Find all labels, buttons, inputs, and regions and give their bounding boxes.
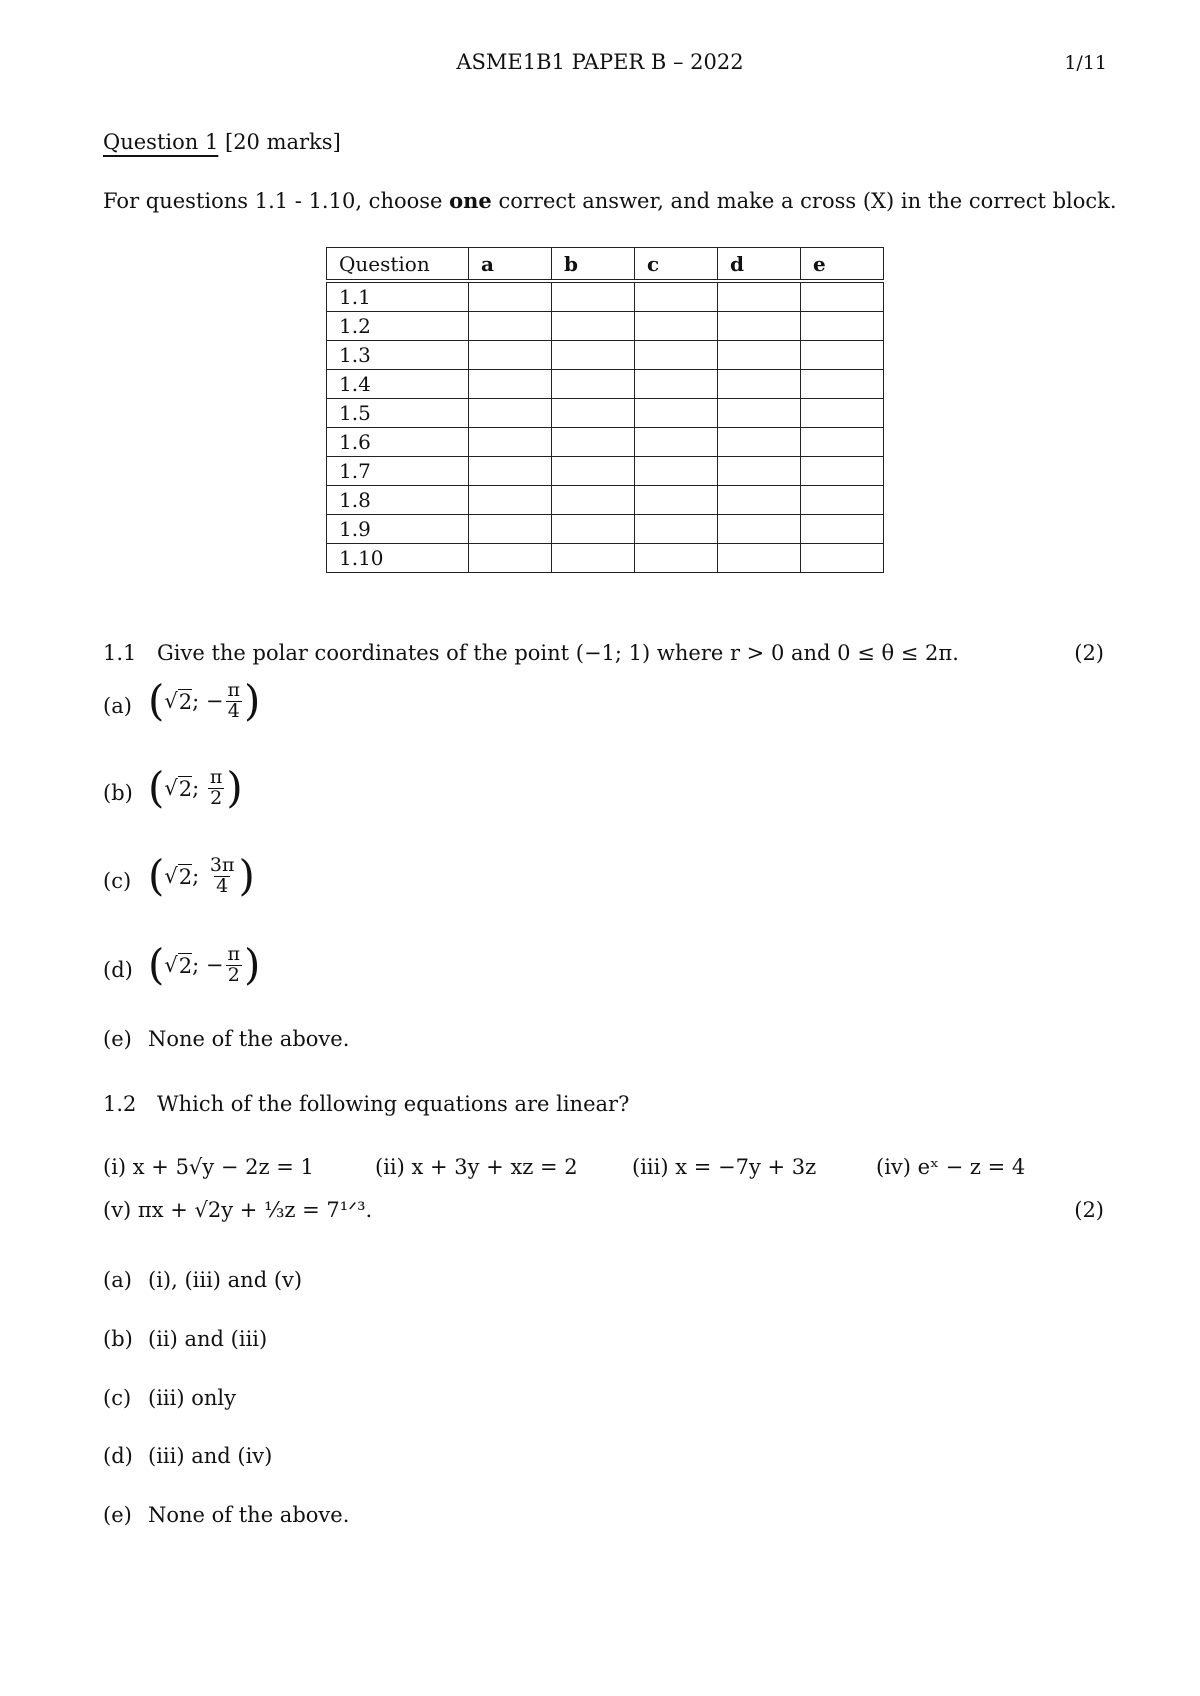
answer-cell-b[interactable] bbox=[552, 341, 635, 370]
grid-row bbox=[327, 341, 884, 370]
q1-2-option-text: (ii) and (iii) bbox=[148, 1327, 268, 1351]
answer-cell-a[interactable] bbox=[469, 486, 552, 515]
instructions-emphasis: one bbox=[449, 188, 492, 213]
answer-cell-c[interactable] bbox=[635, 399, 718, 428]
answer-cell-d[interactable] bbox=[718, 544, 801, 573]
answer-cell-e[interactable] bbox=[801, 370, 884, 399]
fraction-denominator: 4 bbox=[227, 699, 240, 722]
fraction bbox=[208, 853, 237, 897]
grid-row bbox=[327, 515, 884, 544]
q1-1-option-label: (b) bbox=[103, 781, 133, 805]
grid-row-label: 1.5 bbox=[327, 399, 469, 428]
answer-cell-a[interactable] bbox=[469, 457, 552, 486]
q1-1-marks: (2) bbox=[1074, 641, 1104, 665]
grid-header-d: d bbox=[718, 248, 801, 282]
answer-cell-c[interactable] bbox=[635, 486, 718, 515]
q1-1-option-label: (c) bbox=[103, 869, 132, 893]
radicand: 2 bbox=[178, 776, 193, 801]
answer-cell-d[interactable] bbox=[718, 486, 801, 515]
answer-cell-d[interactable] bbox=[718, 312, 801, 341]
answer-cell-a[interactable] bbox=[469, 515, 552, 544]
fraction-numerator: π bbox=[227, 678, 241, 701]
answer-grid-body bbox=[327, 281, 884, 573]
radicand: 2 bbox=[178, 864, 193, 889]
grid-row bbox=[327, 544, 884, 573]
answer-cell-a[interactable] bbox=[469, 544, 552, 573]
sqrt-symbol: √ bbox=[164, 689, 178, 713]
q1-2-option-label: (d) bbox=[103, 1444, 133, 1468]
q1-2-option-text: (i), (iii) and (v) bbox=[148, 1268, 303, 1292]
answer-cell-b[interactable] bbox=[552, 312, 635, 341]
answer-cell-c[interactable] bbox=[635, 515, 718, 544]
answer-cell-c[interactable] bbox=[635, 370, 718, 399]
q1-2-option-text: (iii) and (iv) bbox=[148, 1444, 273, 1468]
answer-grid bbox=[326, 247, 884, 573]
right-paren: ) bbox=[226, 763, 243, 812]
q1-1-number: 1.1 bbox=[103, 641, 137, 665]
grid-header-e: e bbox=[801, 248, 884, 282]
instructions bbox=[103, 188, 1117, 213]
sqrt-symbol: √ bbox=[164, 776, 178, 800]
grid-row-label: 1.6 bbox=[327, 428, 469, 457]
grid-row bbox=[327, 399, 884, 428]
answer-cell-c[interactable] bbox=[635, 428, 718, 457]
answer-cell-b[interactable] bbox=[552, 486, 635, 515]
answer-cell-b[interactable] bbox=[552, 515, 635, 544]
q1-2-option-label: (b) bbox=[103, 1327, 133, 1351]
grid-row-label: 1.3 bbox=[327, 341, 469, 370]
grid-header-question: Question bbox=[327, 248, 469, 282]
q1-1-option-math bbox=[148, 763, 243, 812]
answer-cell-a[interactable] bbox=[469, 281, 552, 312]
answer-cell-b[interactable] bbox=[552, 370, 635, 399]
left-paren: ( bbox=[148, 851, 165, 900]
q1-2-option-text: None of the above. bbox=[148, 1503, 350, 1527]
grid-row bbox=[327, 370, 884, 399]
answer-cell-a[interactable] bbox=[469, 428, 552, 457]
right-paren: ) bbox=[238, 851, 255, 900]
sqrt-symbol: √ bbox=[164, 864, 178, 888]
answer-cell-a[interactable] bbox=[469, 341, 552, 370]
answer-cell-e[interactable] bbox=[801, 399, 884, 428]
answer-cell-a[interactable] bbox=[469, 312, 552, 341]
answer-cell-d[interactable] bbox=[718, 399, 801, 428]
grid-row bbox=[327, 281, 884, 312]
answer-cell-c[interactable] bbox=[635, 281, 718, 312]
answer-cell-e[interactable] bbox=[801, 515, 884, 544]
separator: ; bbox=[192, 953, 206, 977]
grid-row-label: 1.9 bbox=[327, 515, 469, 544]
answer-cell-e[interactable] bbox=[801, 428, 884, 457]
q1-1-option-math bbox=[148, 676, 261, 725]
radicand: 2 bbox=[178, 689, 193, 714]
fraction-numerator: π bbox=[227, 942, 241, 965]
sign: − bbox=[205, 689, 224, 713]
answer-cell-c[interactable] bbox=[635, 544, 718, 573]
q1-1-option-label: (a) bbox=[103, 694, 132, 718]
grid-row bbox=[327, 312, 884, 341]
left-paren: ( bbox=[148, 940, 165, 989]
equation-ii: (ii) x + 3y + xz = 2 bbox=[375, 1155, 578, 1179]
q1-2-option-label: (a) bbox=[103, 1268, 132, 1292]
equation-i: (i) x + 5√y − 2z = 1 bbox=[103, 1155, 314, 1179]
grid-header-c: c bbox=[635, 248, 718, 282]
fraction bbox=[226, 678, 243, 722]
fraction-numerator: 3π bbox=[209, 853, 235, 876]
answer-cell-b[interactable] bbox=[552, 544, 635, 573]
grid-row bbox=[327, 428, 884, 457]
q1-1-option-e-text: None of the above. bbox=[148, 1027, 350, 1051]
q1-2-number: 1.2 bbox=[103, 1092, 137, 1116]
q1-2-text: Which of the following equations are linear? bbox=[157, 1092, 630, 1116]
q1-2-option-label: (c) bbox=[103, 1386, 132, 1410]
answer-cell-e[interactable] bbox=[801, 457, 884, 486]
grid-row-label: 1.8 bbox=[327, 486, 469, 515]
answer-cell-d[interactable] bbox=[718, 341, 801, 370]
q1-2-option-text: (iii) only bbox=[148, 1386, 236, 1410]
page-number: 1/11 bbox=[1064, 52, 1107, 74]
question-marks: [20 marks] bbox=[225, 130, 341, 154]
grid-row-label: 1.2 bbox=[327, 312, 469, 341]
answer-cell-c[interactable] bbox=[635, 341, 718, 370]
answer-cell-b[interactable] bbox=[552, 457, 635, 486]
q1-1-option-math bbox=[148, 940, 261, 989]
sign: − bbox=[205, 953, 224, 977]
answer-cell-e[interactable] bbox=[801, 486, 884, 515]
instructions-before: For questions 1.1 - 1.10, choose bbox=[103, 189, 450, 213]
answer-cell-e[interactable] bbox=[801, 341, 884, 370]
radicand: 2 bbox=[178, 953, 193, 978]
answer-cell-a[interactable] bbox=[469, 399, 552, 428]
q1-1-option-label: (d) bbox=[103, 958, 133, 982]
q1-1-option-math bbox=[148, 851, 255, 900]
instructions-after: correct answer, and make a cross (X) in the correct block. bbox=[491, 189, 1117, 213]
grid-header-a: a bbox=[469, 248, 552, 282]
grid-row-label: 1.1 bbox=[327, 281, 469, 312]
question-heading bbox=[103, 130, 341, 154]
sqrt-symbol: √ bbox=[164, 953, 178, 977]
answer-cell-d[interactable] bbox=[718, 457, 801, 486]
q1-1-text: Give the polar coordinates of the point (−1; 1) where r > 0 and 0 ≤ θ ≤ 2π. bbox=[157, 641, 959, 665]
answer-cell-d[interactable] bbox=[718, 428, 801, 457]
answer-cell-a[interactable] bbox=[469, 370, 552, 399]
fraction-denominator: 4 bbox=[216, 874, 229, 897]
q1-2-option-label: (e) bbox=[103, 1503, 132, 1527]
fraction-denominator: 2 bbox=[227, 963, 240, 986]
grid-row bbox=[327, 486, 884, 515]
q1-1-option-e-label: (e) bbox=[103, 1027, 132, 1051]
equation-v: (v) πx + √2y + ⅓z = 7¹ᐟ³. bbox=[103, 1198, 373, 1222]
separator: ; bbox=[192, 776, 206, 800]
left-paren: ( bbox=[148, 763, 165, 812]
equation-iii: (iii) x = −7y + 3z bbox=[632, 1155, 817, 1179]
question-label: Question 1 bbox=[103, 130, 219, 154]
separator: ; bbox=[192, 864, 206, 888]
right-paren: ) bbox=[244, 940, 261, 989]
answer-cell-d[interactable] bbox=[718, 281, 801, 312]
grid-row bbox=[327, 457, 884, 486]
answer-cell-d[interactable] bbox=[718, 515, 801, 544]
fraction-denominator: 2 bbox=[210, 786, 223, 809]
answer-cell-c[interactable] bbox=[635, 312, 718, 341]
grid-row-label: 1.4 bbox=[327, 370, 469, 399]
fraction bbox=[208, 765, 225, 809]
left-paren: ( bbox=[148, 676, 165, 725]
answer-cell-d[interactable] bbox=[718, 370, 801, 399]
grid-row-label: 1.10 bbox=[327, 544, 469, 573]
answer-cell-b[interactable] bbox=[552, 399, 635, 428]
equation-iv: (iv) eˣ − z = 4 bbox=[876, 1155, 1026, 1179]
answer-cell-e[interactable] bbox=[801, 281, 884, 312]
fraction-numerator: π bbox=[209, 765, 223, 788]
answer-cell-b[interactable] bbox=[552, 428, 635, 457]
exam-title: ASME1B1 PAPER B – 2022 bbox=[456, 50, 744, 74]
answer-cell-c[interactable] bbox=[635, 457, 718, 486]
answer-cell-e[interactable] bbox=[801, 544, 884, 573]
fraction bbox=[226, 942, 243, 986]
separator: ; bbox=[192, 689, 206, 713]
grid-row-label: 1.7 bbox=[327, 457, 469, 486]
right-paren: ) bbox=[244, 676, 261, 725]
answer-grid-header bbox=[327, 248, 884, 282]
q1-2-marks: (2) bbox=[1074, 1198, 1104, 1222]
answer-cell-b[interactable] bbox=[552, 281, 635, 312]
grid-header-b: b bbox=[552, 248, 635, 282]
answer-cell-e[interactable] bbox=[801, 312, 884, 341]
